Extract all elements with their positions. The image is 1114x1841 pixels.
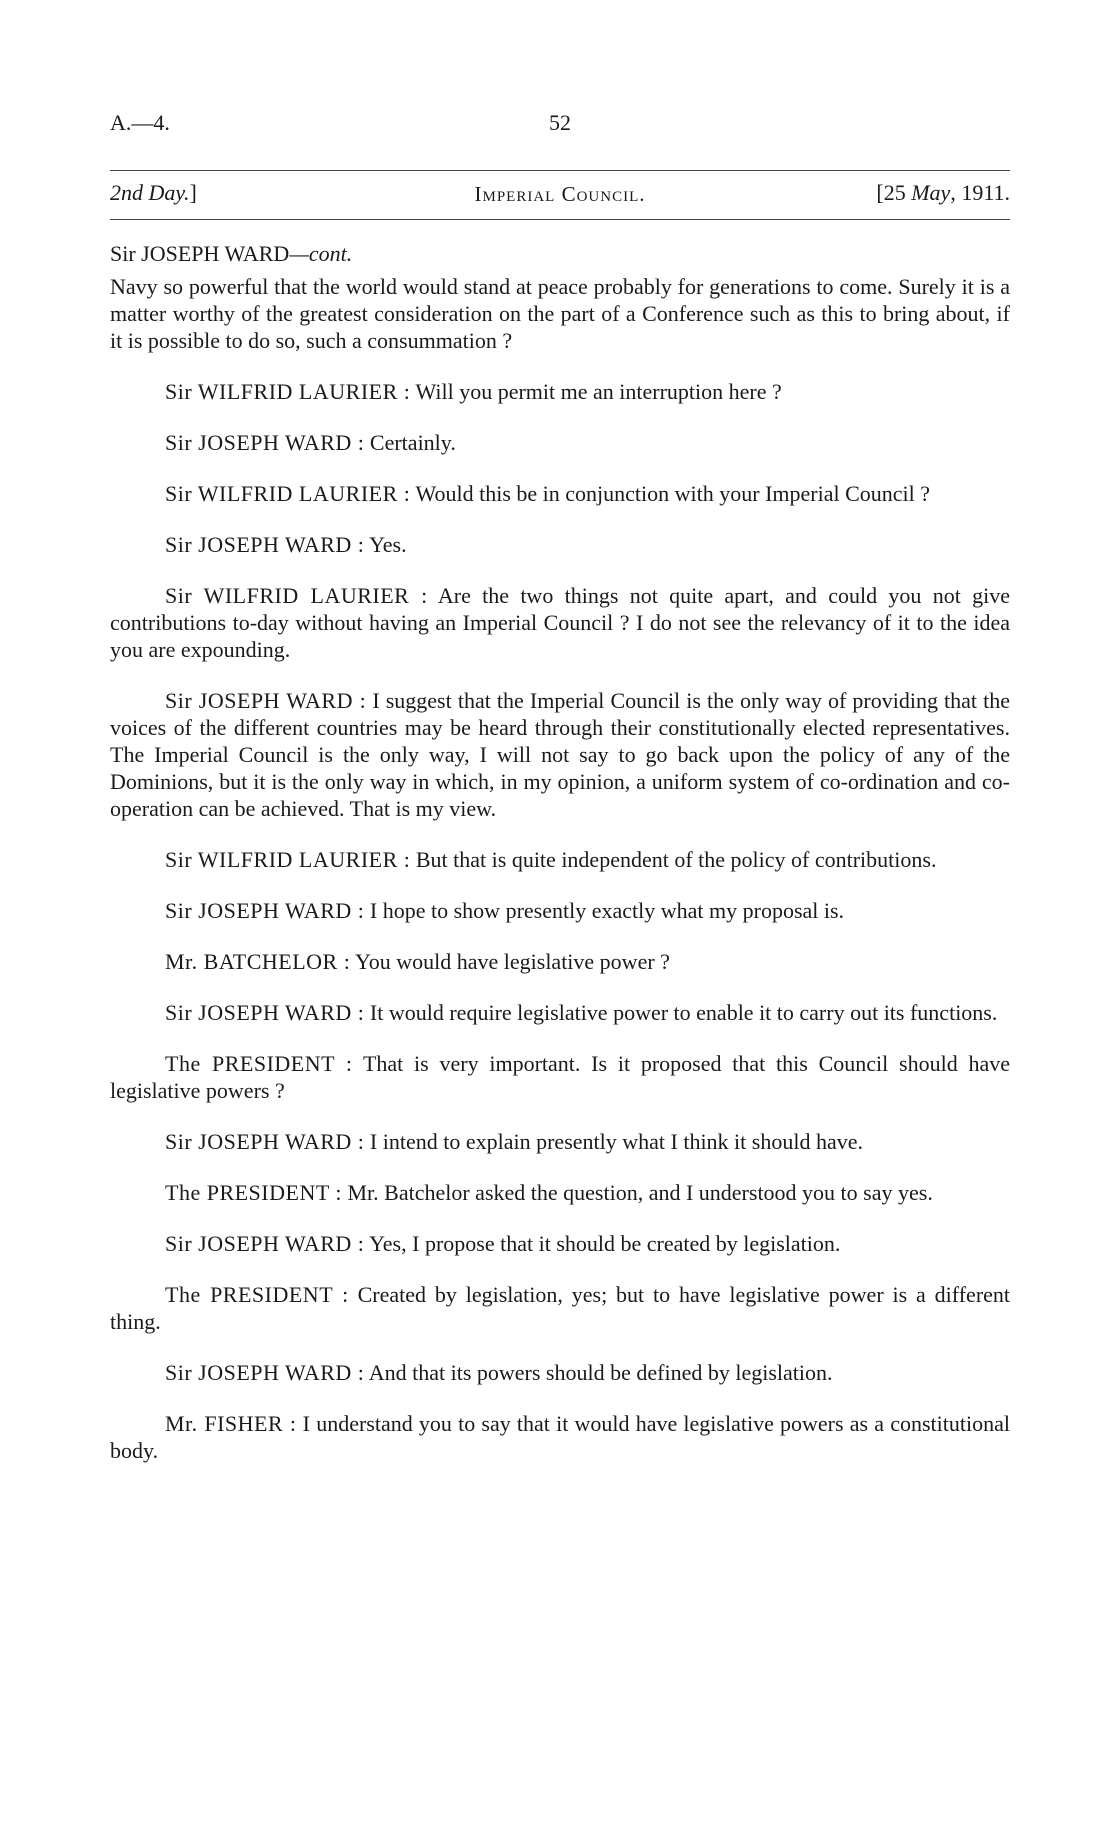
exchange-paragraph bbox=[110, 582, 1010, 663]
speaker-name: The PRESIDENT : bbox=[165, 1180, 342, 1205]
speech-text: Yes. bbox=[369, 532, 407, 557]
speaker-name: The PRESIDENT : bbox=[165, 1051, 353, 1076]
document-code: A.—4. bbox=[110, 110, 170, 135]
page-number: 52 bbox=[549, 110, 571, 135]
speech-text: Created by legislation, yes; but to have legislative power is a different thing. bbox=[110, 1282, 1011, 1334]
speaker-name: Sir JOSEPH WARD : bbox=[165, 430, 365, 455]
speech-text: It would require legislative power to enable it to carry out its functions. bbox=[369, 1000, 998, 1025]
continued-speaker-heading: Sir JOSEPH WARD—cont. bbox=[110, 241, 353, 266]
speaker-name: Sir JOSEPH WARD : bbox=[165, 1000, 365, 1025]
exchange-paragraph bbox=[110, 897, 1010, 924]
opening-paragraph: Navy so powerful that the world would stand at peace probably for generations to come. Surely it is a matter worthy of the greatest consideration on the part of a Conference such as this to bring about, if it is possible to do so, such a consummation ? bbox=[110, 274, 1010, 353]
speaker-name: Sir WILFRID LAURIER : bbox=[165, 583, 428, 608]
running-title: Imperial Council. bbox=[474, 182, 646, 206]
speaker-name: Sir WILFRID LAURIER : bbox=[165, 847, 411, 872]
exchange-paragraph bbox=[110, 1230, 1010, 1257]
exchange-paragraph bbox=[110, 846, 1010, 873]
exchange-paragraph bbox=[110, 1359, 1010, 1386]
exchange-paragraph bbox=[110, 687, 1010, 822]
speech-text: I understand you to say that it would have legislative powers as a constitutional body. bbox=[110, 1411, 1010, 1463]
exchange-paragraph bbox=[110, 1050, 1010, 1104]
speaker-name: Mr. FISHER : bbox=[165, 1411, 297, 1436]
speech-text: But that is quite independent of the policy of contributions. bbox=[415, 847, 937, 872]
exchange-paragraph bbox=[110, 1410, 1010, 1464]
speaker-name: Sir WILFRID LAURIER : bbox=[165, 481, 411, 506]
session-day: 2nd Day.] bbox=[110, 180, 197, 205]
header-rule-top bbox=[110, 170, 1010, 171]
exchange-paragraph bbox=[110, 1128, 1010, 1155]
exchange-paragraph bbox=[110, 1281, 1010, 1335]
header-rule-bottom bbox=[110, 219, 1010, 220]
speech-text: Mr. Batchelor asked the question, and I understood you to say yes. bbox=[347, 1180, 933, 1205]
running-header bbox=[110, 180, 1010, 212]
speech-text: Are the two things not quite apart, and could you not give contributions to-day without having an Imperial Council ? I do not see the relevancy of it to the idea you are expounding. bbox=[110, 583, 1010, 662]
exchange-paragraph bbox=[110, 999, 1010, 1026]
speaker-name: Sir JOSEPH WARD : bbox=[165, 1129, 365, 1154]
exchange-paragraph bbox=[110, 948, 1010, 975]
speaker-name: The PRESIDENT : bbox=[165, 1282, 349, 1307]
speech-text: Certainly. bbox=[369, 430, 456, 455]
speaker-name: Sir JOSEPH WARD : bbox=[165, 1360, 365, 1385]
speaker-name: Sir JOSEPH WARD : bbox=[165, 898, 365, 923]
exchange-list bbox=[110, 378, 1010, 1464]
exchange-paragraph bbox=[110, 531, 1010, 558]
speaker-name: Mr. BATCHELOR : bbox=[165, 949, 351, 974]
transcript-body bbox=[110, 240, 1010, 1488]
speech-text: I intend to explain presently what I think it should have. bbox=[369, 1129, 863, 1154]
exchange-paragraph bbox=[110, 1179, 1010, 1206]
speech-text: And that its powers should be defined by legislation. bbox=[368, 1360, 833, 1385]
speech-text: Would this be in conjunction with your Imperial Council ? bbox=[415, 481, 931, 506]
speech-text: I suggest that the Imperial Council is the only way of providing that the voices of the different countries may be heard through their constitutionally elected representatives. The Imperial Council is the only way, I will not say to go back upon the policy of any of the Dominions, but it is the only way in which, in my opinion, a uniform system of co-ordination and co-operation can be achieved. That is my view. bbox=[110, 688, 1010, 821]
exchange-paragraph bbox=[110, 429, 1010, 456]
speaker-name: Sir JOSEPH WARD : bbox=[165, 688, 367, 713]
exchange-paragraph bbox=[110, 378, 1010, 405]
speech-text: Yes, I propose that it should be created by legislation. bbox=[369, 1231, 841, 1256]
speech-text: That is very important. Is it proposed that this Council should have legislative powers ? bbox=[110, 1051, 1011, 1103]
session-date: [25 May, 1911. bbox=[876, 180, 1010, 205]
speaker-name: Sir JOSEPH WARD : bbox=[165, 1231, 365, 1256]
speech-text: You would have legislative power ? bbox=[355, 949, 670, 974]
speech-text: I hope to show presently exactly what my proposal is. bbox=[369, 898, 845, 923]
speaker-name: Sir WILFRID LAURIER : bbox=[165, 379, 411, 404]
exchange-paragraph bbox=[110, 480, 1010, 507]
speech-text: Will you permit me an interruption here ? bbox=[415, 379, 782, 404]
page-top-line bbox=[110, 110, 1010, 142]
speaker-name: Sir JOSEPH WARD : bbox=[165, 532, 365, 557]
